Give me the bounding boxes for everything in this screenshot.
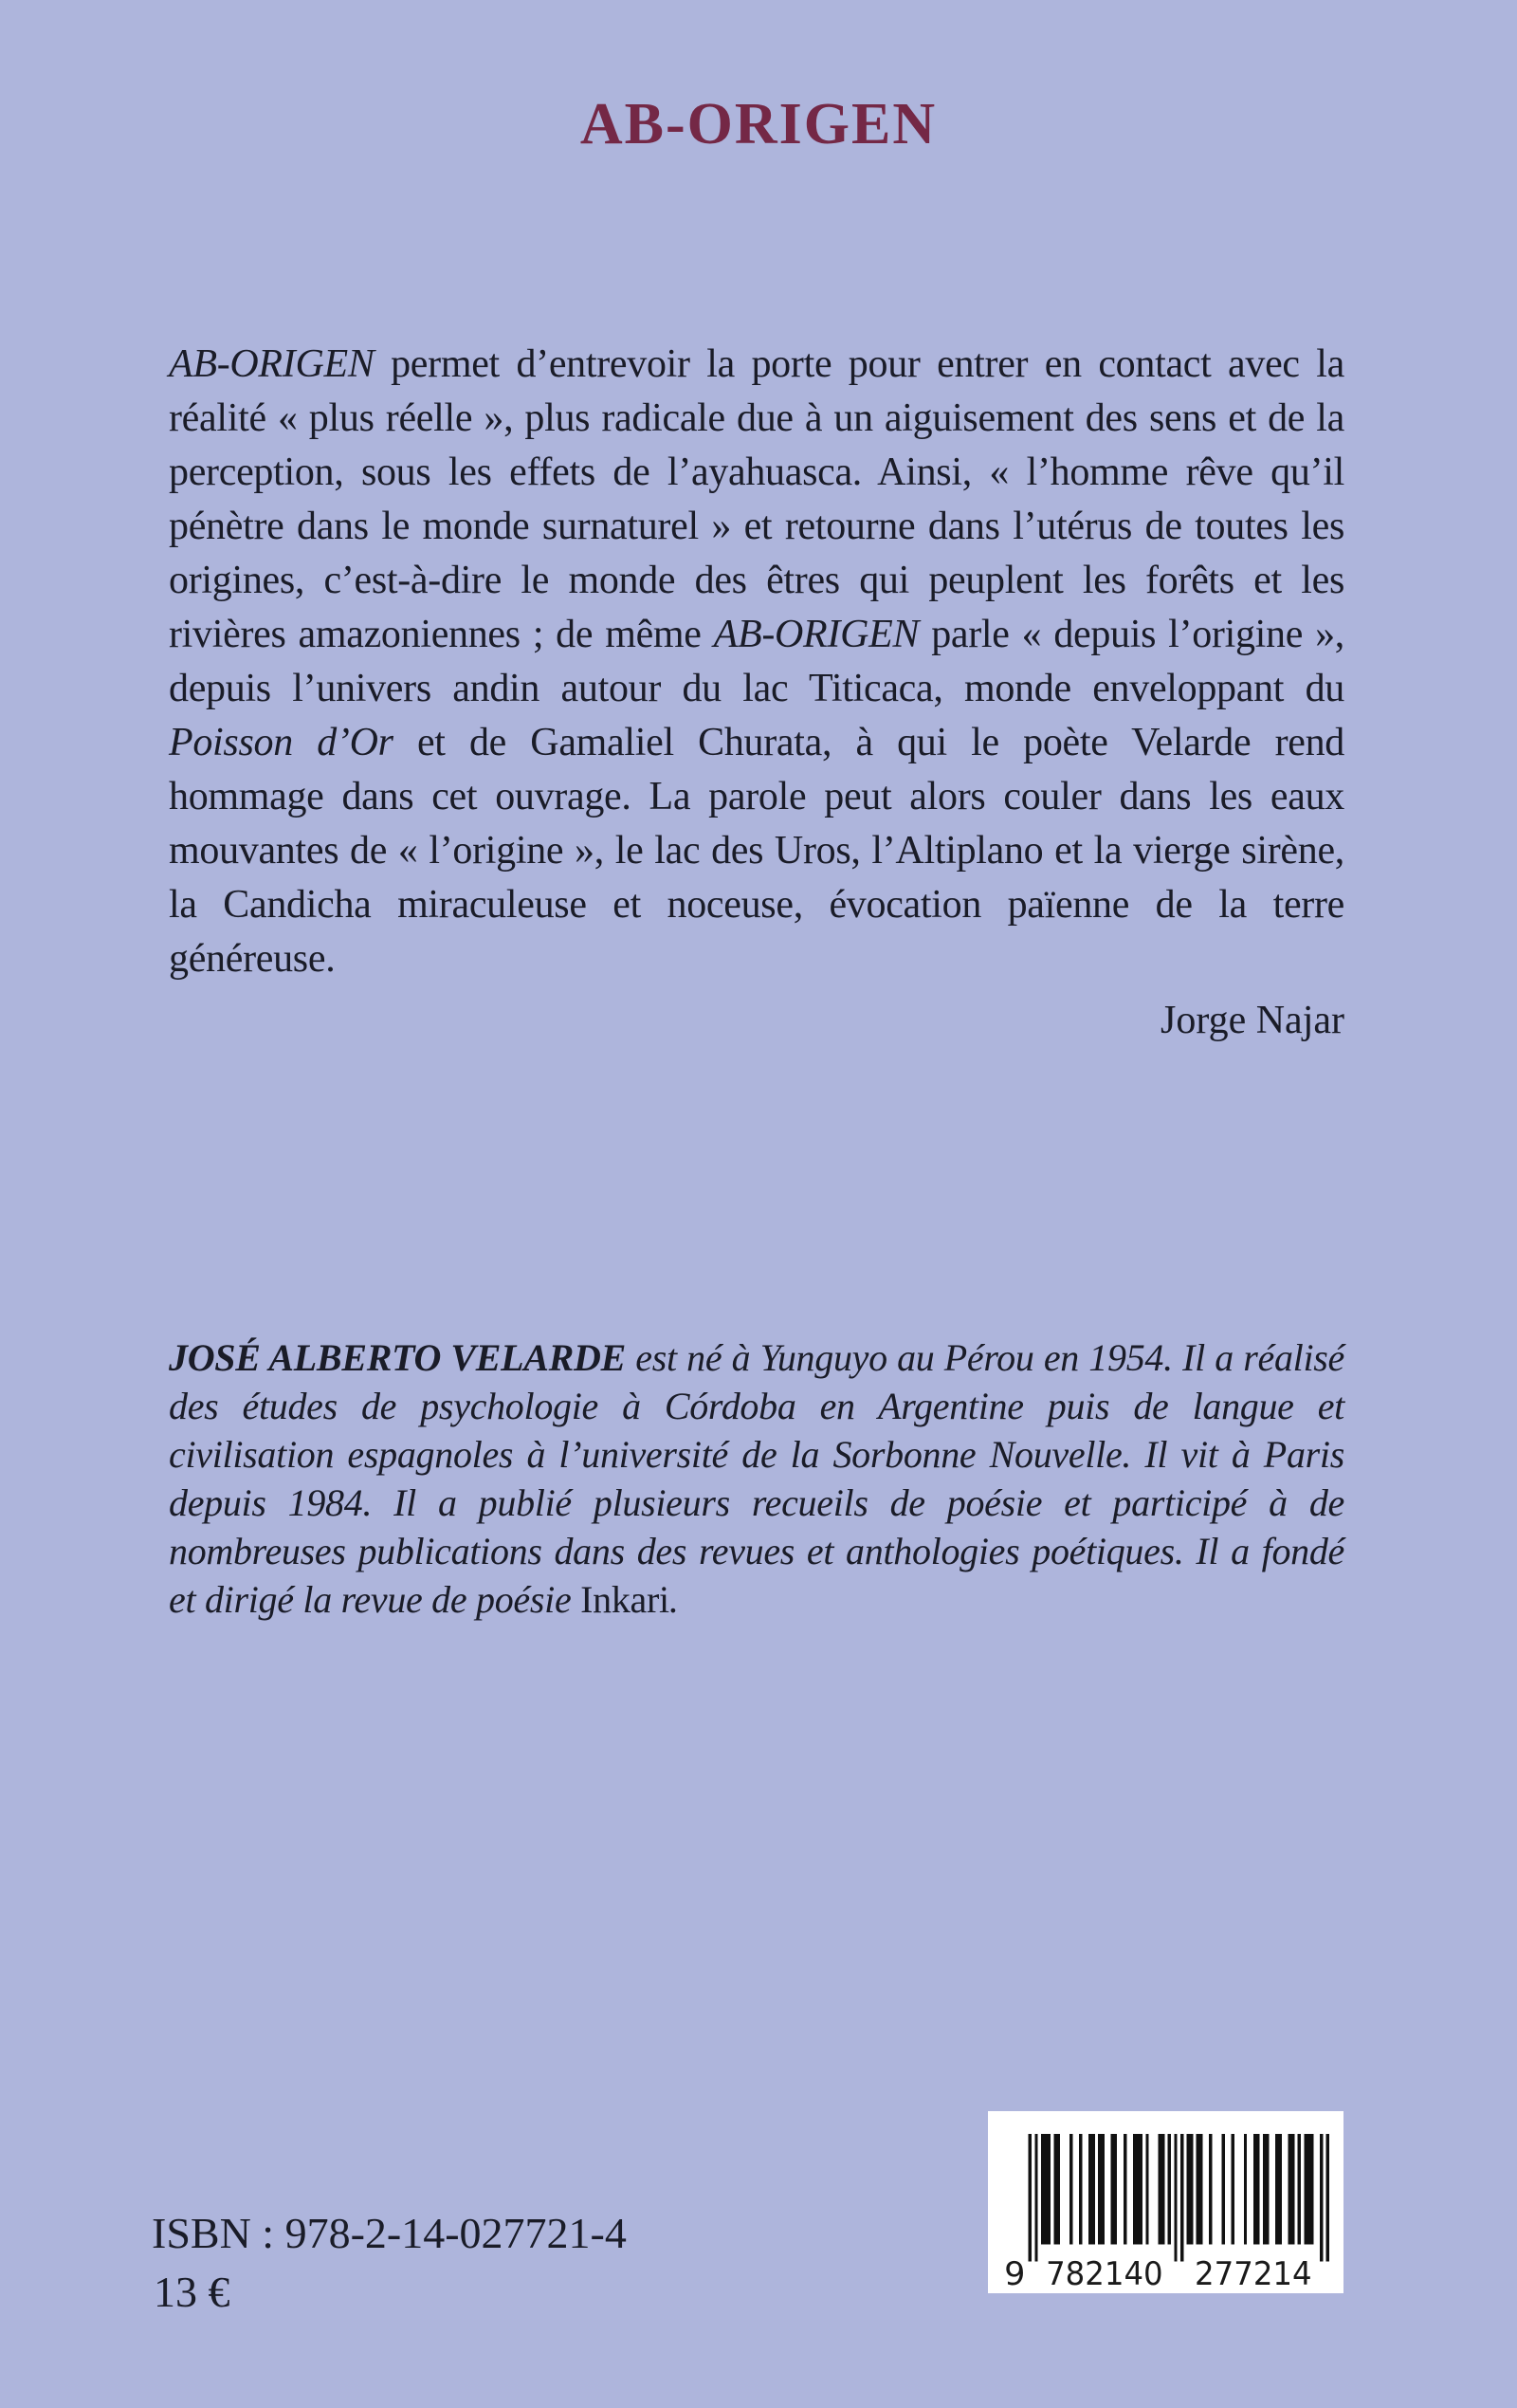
author-name: JOSÉ ALBERTO VELARDE: [169, 1336, 626, 1379]
blurb-text-1: permet d’entrevoir la porte pour entrer en contact avec la réalité « plus réelle », plus radicale due à un aiguisement des sens et de la perception, sous les effets de l’ayahuasca. Ainsi, « l’homme rêve qu’il pénètre dans le monde surnaturel » et retourne dans l’utérus de toutes les origines, c’est-à-dire le monde des êtres qui peuplent les forêts et les rivières amazoniennes ; de même: [169, 342, 1344, 656]
blurb-title-mention-1: AB-ORIGEN: [169, 342, 375, 386]
barcode-digits-right: 277214: [1195, 2255, 1312, 2288]
blurb-work-mention: Poisson d’Or: [169, 721, 393, 764]
barcode-svg: [1003, 2134, 1329, 2288]
price-text: 13 €: [154, 2268, 230, 2316]
barcode: [988, 2111, 1343, 2293]
author-bio-text-2: .: [668, 1578, 679, 1621]
barcode-digit-lead: 9: [1004, 2255, 1026, 2288]
barcode-digits-left: 782140: [1046, 2255, 1163, 2288]
isbn-text: ISBN : 978-2-14-027721-4: [152, 2209, 627, 2257]
barcode-bars: [1029, 2134, 1329, 2261]
blurb-title-mention-2: AB-ORIGEN: [713, 613, 920, 656]
blurb-text-2: parle « depuis l’origine », depuis l’univers andin autour du lac Titicaca, monde enveloppant du: [169, 613, 1344, 710]
author-bio-paragraph: [169, 1333, 1344, 1624]
author-bio-text-1: est né à Yunguyo au Pérou en 1954. Il a réalisé des études de psychologie à Córdoba en Argentine puis de langue et civilisation espagnoles à l’université de la Sorbonne Nouvelle. Il vit à Paris depuis 1984. Il a publié plusieurs recueils de poésie et participé à de nombreuses publications dans des revues et anthologies poétiques. Il a fondé et dirigé la revue de poésie: [169, 1336, 1344, 1621]
book-title: AB-ORIGEN: [579, 92, 938, 156]
blurb-paragraph: [169, 338, 1344, 986]
blurb-signature: Jorge Najar: [1161, 999, 1344, 1042]
blurb-text-3: et de Gamaliel Churata, à qui le poète Velarde rend hommage dans cet ouvrage. La parole peut alors couler dans les eaux mouvantes de « l’origine », le lac des Uros, l’Altiplano et la vierge sirène, la Candicha miraculeuse et noceuse, évocation païenne de la terre généreuse.: [169, 721, 1345, 981]
revue-name: Inkari: [580, 1578, 669, 1621]
